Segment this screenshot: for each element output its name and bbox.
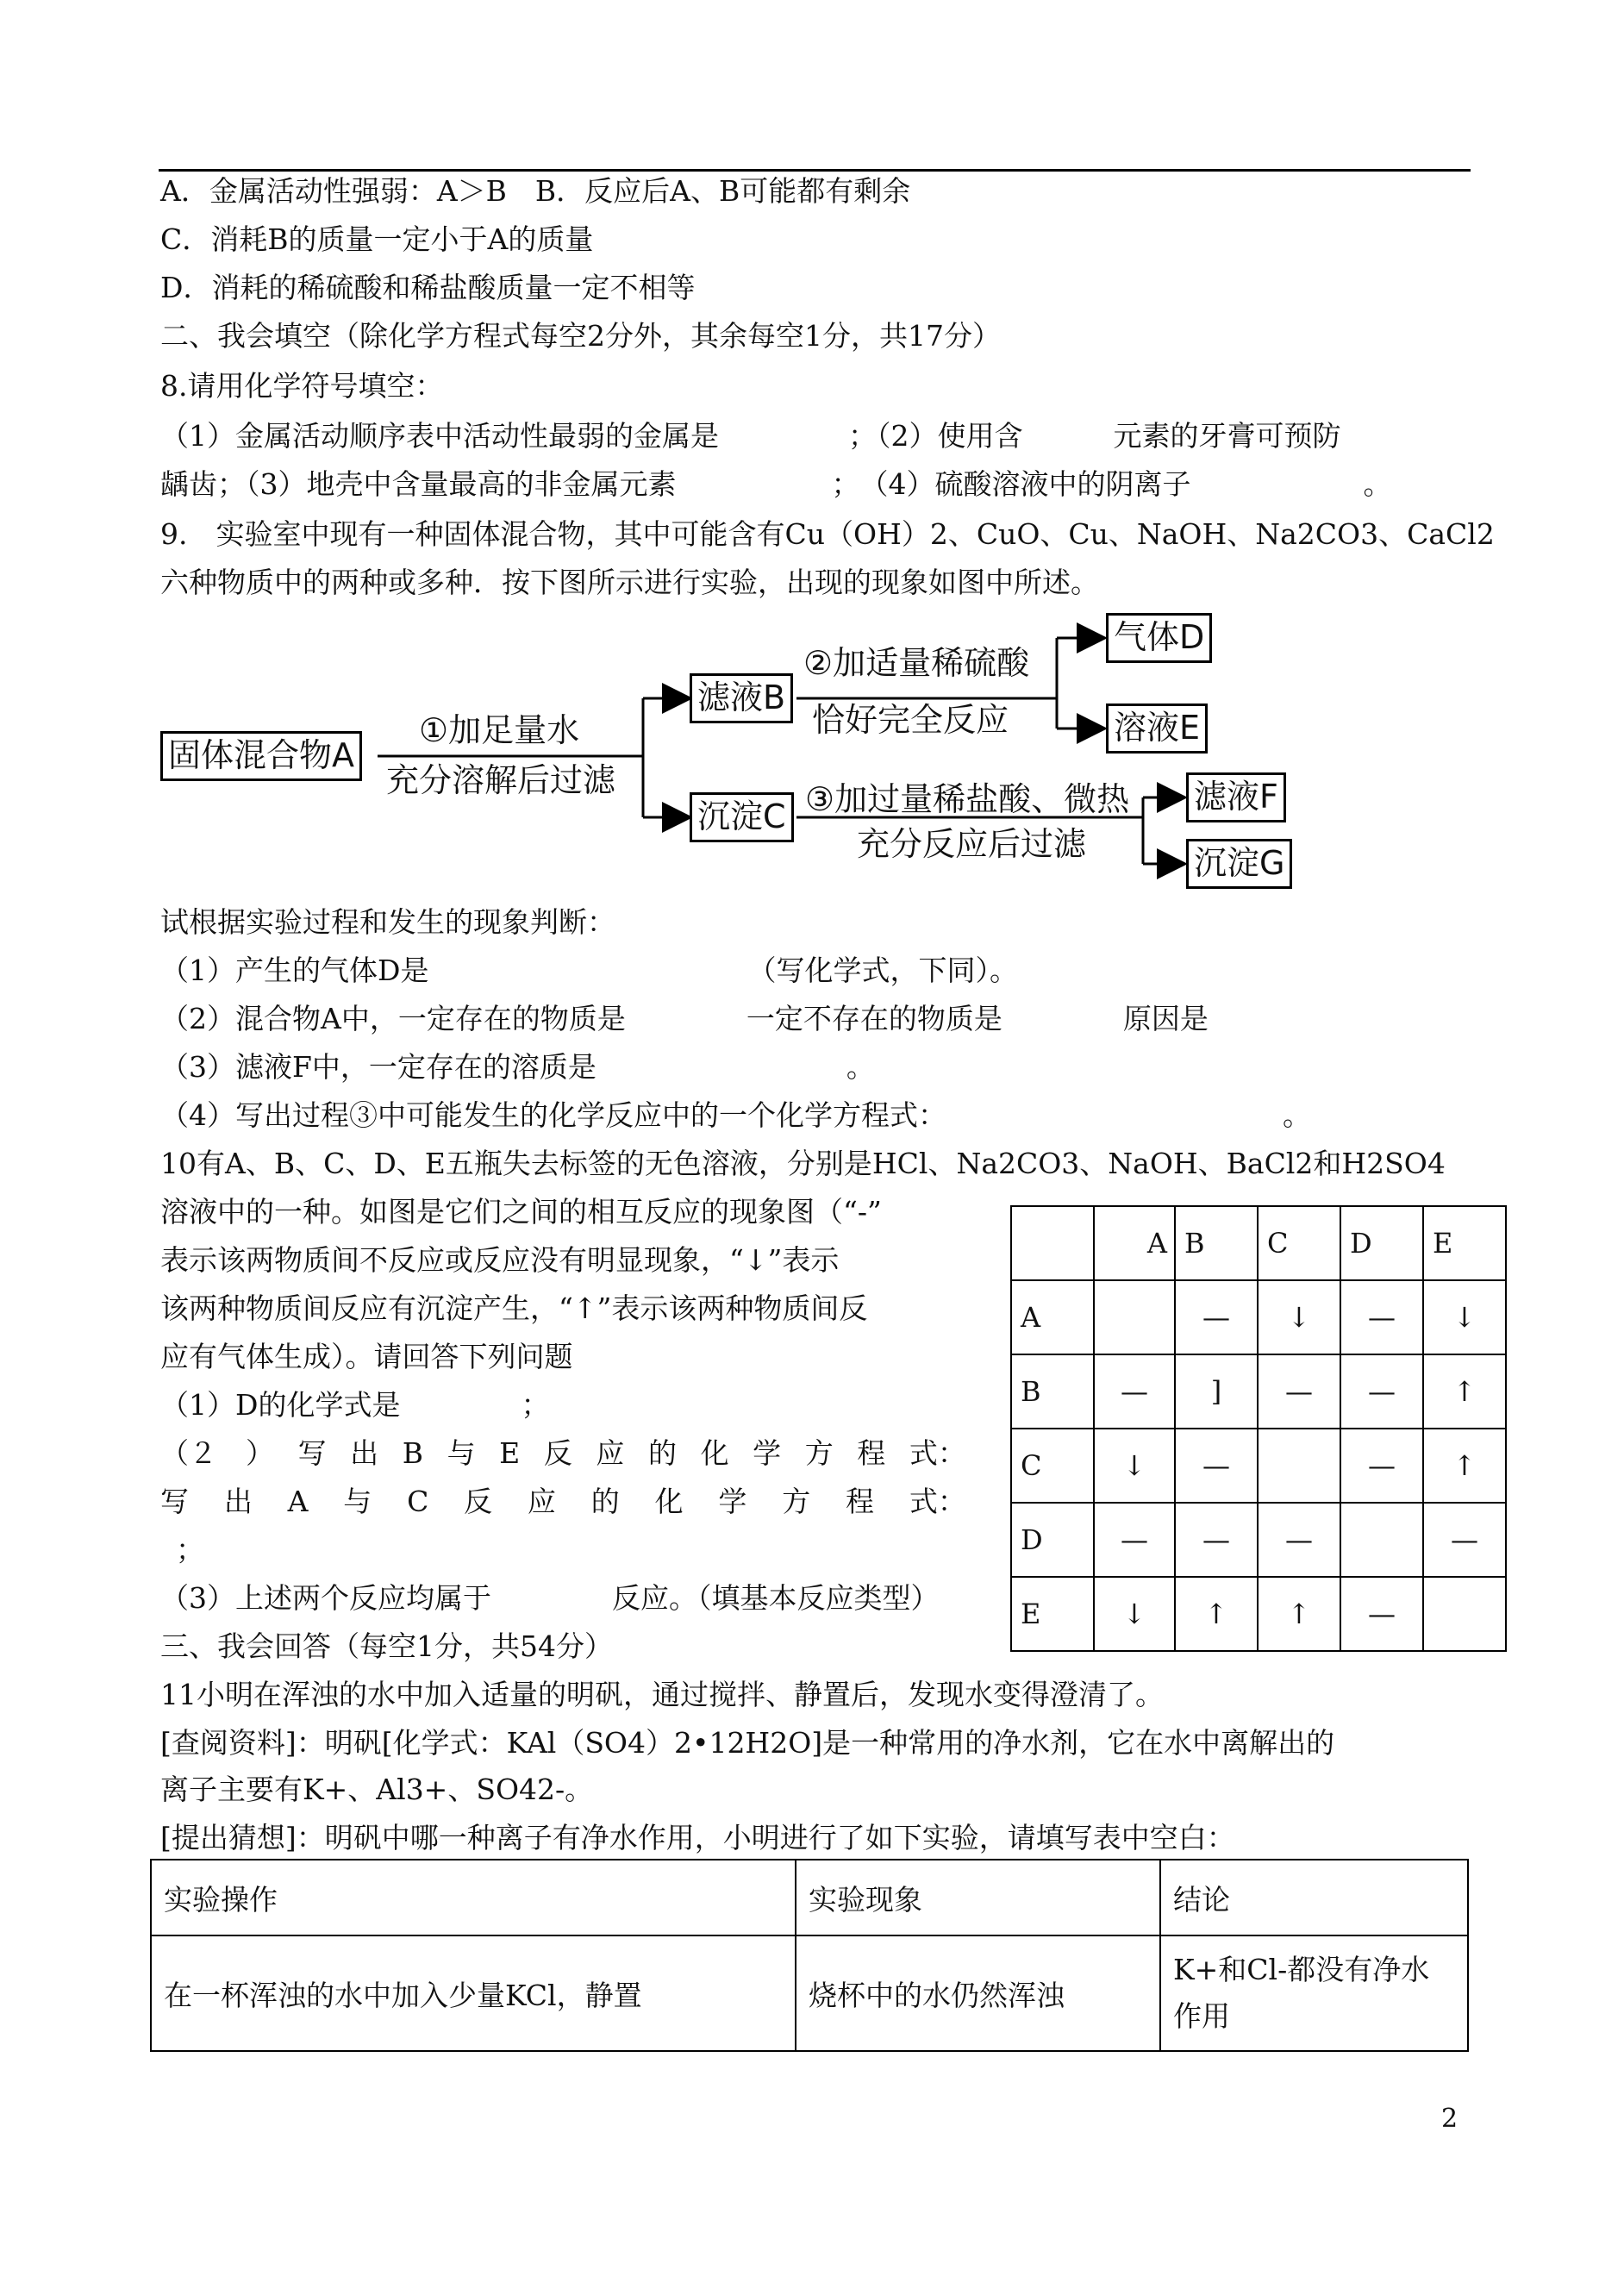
box-precipitate-c: 沉淀C <box>690 792 794 842</box>
grid-cell: ↑ <box>1175 1577 1258 1651</box>
grid-row-e <box>1011 1577 1506 1651</box>
grid-cell: ↑ <box>1258 1577 1340 1651</box>
q10-2c <box>160 1531 204 1569</box>
grid-row-label: D <box>1011 1503 1094 1577</box>
grid-cell: — <box>1258 1503 1340 1577</box>
reaction-grid <box>1010 1205 1507 1652</box>
q10-2-w9: 化 <box>700 1436 729 1470</box>
q8-line-1 <box>160 417 1341 455</box>
q10-3-text-b: 反应。（填基本反应类型） <box>612 1581 940 1615</box>
box-gas-d: 气体D <box>1106 613 1212 663</box>
q8-end-period: 。 <box>1363 467 1392 501</box>
table-cell-phenomenon: 烧杯中的水仍然浑浊 <box>796 1935 1160 2051</box>
q9-3-period: 。 <box>846 1050 875 1084</box>
grid-row-label: B <box>1011 1354 1094 1429</box>
table-cell-operation: 在一杯浑浊的水中加入少量KCl，静置 <box>151 1935 796 2051</box>
q11-reference: [查阅资料]：明矾[化学式：KAl（SO4）2•12H2O]是一种常用的净水剂，它在水中离解出的 <box>160 1726 1335 1760</box>
grid-cell: ↓ <box>1423 1280 1506 1354</box>
step-3-label-top: ③加过量稀盐酸、微热 <box>805 780 1130 818</box>
q7-option-c: C．消耗B的质量一定小于A的质量 <box>160 222 594 256</box>
q10-2b-w2: A <box>287 1485 309 1518</box>
q10-2-w10: 学 <box>753 1436 782 1470</box>
page-number: 2 <box>1441 2104 1458 2134</box>
q10-line-4: 该两种物质间反应有沉淀产生，“↑”表示该两种物质间反 <box>160 1291 868 1325</box>
q10-2b-w8: 化 <box>654 1485 684 1518</box>
q10-2-line <box>160 1435 966 1473</box>
q10-2-w1: 写 <box>297 1436 327 1470</box>
grid-row-a <box>1011 1280 1506 1354</box>
grid-cell <box>1011 1206 1094 1280</box>
box-filtrate-f: 滤液F <box>1186 772 1286 822</box>
q9-4-period: 。 <box>1283 1098 1311 1132</box>
q10-2b-w0: 写 <box>160 1485 189 1518</box>
q11-hypothesis: [提出猜想]：明矾中哪一种离子有净水作用，小明进行了如下实验，请填写表中空白： <box>160 1821 1235 1854</box>
grid-header-c: C <box>1258 1206 1340 1280</box>
q9-2 <box>160 1000 1209 1038</box>
box-solution-e: 溶液E <box>1106 704 1208 754</box>
grid-cell: — <box>1423 1503 1506 1577</box>
step-2-label-top: ②加适量稀硫酸 <box>803 644 1030 682</box>
q10-2b-line <box>160 1483 966 1521</box>
q10-line-2: 溶液中的一种。如图是它们之间的相互反应的现象图（“-” <box>160 1195 882 1229</box>
q9-3 <box>160 1048 875 1086</box>
q9-1-text: （1）产生的气体D是 <box>160 954 429 987</box>
step-1-label-top: ①加足量水 <box>419 711 580 749</box>
q9-2-text-b: 一定不存在的物质是 <box>746 1002 1003 1035</box>
q10-2b-w3: 与 <box>343 1485 372 1518</box>
grid-cell: — <box>1175 1503 1258 1577</box>
grid-cell: ↑ <box>1423 1429 1506 1503</box>
q9-3-text: （3）滤液F中，一定存在的溶质是 <box>160 1050 597 1084</box>
q9-4 <box>160 1097 1311 1135</box>
table-header-operation: 实验操作 <box>151 1860 796 1935</box>
grid-cell <box>1340 1503 1423 1577</box>
q10-2b-w9: 学 <box>718 1485 747 1518</box>
q10-2-w5: E <box>499 1436 521 1470</box>
q9-intro: 9. 实验室中现有一种固体混合物，其中可能含有Cu（OH）2、CuO、Cu、NaOH、Na2CO3、CaCl2 <box>160 517 1495 551</box>
grid-cell: — <box>1340 1577 1423 1651</box>
grid-header-e: E <box>1423 1206 1506 1280</box>
grid-cell: — <box>1175 1429 1258 1503</box>
grid-cell: — <box>1340 1354 1423 1429</box>
experiment-table <box>150 1859 1469 2052</box>
q11-reference-2: 离子主要有K+、Al3+、SO42-。 <box>160 1773 594 1806</box>
q10-3-text: （3）上述两个反应均属于 <box>160 1581 491 1615</box>
q10-2-w11: 方 <box>804 1436 834 1470</box>
q8-part-3: 龋齿；（3）地壳中含量最高的非金属元素 <box>160 467 677 501</box>
grid-cell <box>1258 1429 1340 1503</box>
table-header-row <box>151 1860 1468 1935</box>
q7-option-ab: A．金属活动性强弱：A＞B B．反应后A、B可能都有剩余 <box>160 174 911 208</box>
q10-2-w8: 的 <box>647 1436 677 1470</box>
grid-cell: ↑ <box>1423 1354 1506 1429</box>
grid-header-b: B <box>1175 1206 1258 1280</box>
q10-2b-w11: 程 <box>846 1485 875 1518</box>
q9-2-text: （2）混合物A中，一定存在的物质是 <box>160 1002 626 1035</box>
table-header-conclusion: 结论 <box>1160 1860 1468 1935</box>
q9-1 <box>160 952 1018 990</box>
q10-2-w4: 与 <box>447 1436 476 1470</box>
section-3-heading: 三、我会回答（每空1分，共54分） <box>160 1629 613 1663</box>
grid-cell: ↓ <box>1258 1280 1340 1354</box>
step-3-label-bottom: 充分反应后过滤 <box>857 825 1087 863</box>
q7-option-d: D．消耗的稀硫酸和稀盐酸质量一定不相等 <box>160 271 696 304</box>
q10-2b-w6: 应 <box>527 1485 556 1518</box>
q8-line-2 <box>160 466 1392 503</box>
step-2-label-bottom: 恰好完全反应 <box>812 701 1009 739</box>
grid-cell: ] <box>1175 1354 1258 1429</box>
q10-line-3: 表示该两物质间不反应或反应没有明显现象，“↓”表示 <box>160 1243 840 1277</box>
q9-1-note: （写化学式，下同）。 <box>747 954 1018 987</box>
q9-intro-2: 六种物质中的两种或多种．按下图所示进行实验，出现的现象如图中所述。 <box>160 566 1099 599</box>
q8-part-1: （1）金属活动顺序表中活动性最弱的金属是 <box>160 419 719 453</box>
table-row <box>151 1935 1468 2051</box>
q9-judge: 试根据实验过程和发生的现象判断： <box>160 905 615 939</box>
step-1-label-bottom: 充分溶解后过滤 <box>386 761 616 799</box>
q8-part-2: ；（2）使用含 <box>848 419 1023 453</box>
section-2-heading: 二、我会填空（除化学方程式每空2分外，其余每空1分，共17分） <box>160 319 1001 353</box>
grid-cell: — <box>1340 1429 1423 1503</box>
q10-2b-w4: C <box>407 1485 429 1518</box>
q10-2b-w5: 反 <box>464 1485 493 1518</box>
grid-cell: — <box>1258 1354 1340 1429</box>
q9-2-text-c: 原因是 <box>1122 1002 1209 1035</box>
grid-cell: — <box>1175 1280 1258 1354</box>
q8-part-2b: 元素的牙膏可预防 <box>1113 419 1341 453</box>
q10-line-5: 应有气体生成）。请回答下列问题 <box>160 1340 573 1373</box>
grid-cell <box>1094 1280 1175 1354</box>
q10-2b-w10: 方 <box>782 1485 811 1518</box>
grid-cell: ↓ <box>1094 1577 1175 1651</box>
q8-intro: 8.请用化学符号填空： <box>160 369 444 403</box>
grid-cell: — <box>1094 1354 1175 1429</box>
experiment-flowchart <box>160 618 1307 892</box>
box-precipitate-g: 沉淀G <box>1186 839 1292 889</box>
q9-4-text: （4）写出过程③中可能发生的化学反应中的一个化学方程式： <box>160 1098 946 1132</box>
grid-cell: ↓ <box>1094 1429 1175 1503</box>
q10-2-w3: B <box>402 1436 423 1470</box>
q11-intro: 11小明在浑浊的水中加入适量的明矾，通过搅拌、静置后，发现水变得澄清了。 <box>160 1678 1164 1711</box>
grid-row-label: E <box>1011 1577 1094 1651</box>
q10-2-w6: 反 <box>543 1436 572 1470</box>
grid-row-b <box>1011 1354 1506 1429</box>
q8-part-4: ； （4）硫酸溶液中的阴离子 <box>831 467 1191 501</box>
q10-1-text: （1）D的化学式是 <box>160 1388 401 1422</box>
q10-intro: 10有A、B、C、D、E五瓶失去标签的无色溶液，分别是HCl、Na2CO3、NaOH、BaCl2和H2SO4 <box>160 1147 1446 1180</box>
q10-2c-semicolon: ； <box>176 1533 204 1566</box>
grid-header-row <box>1011 1206 1506 1280</box>
q10-2-w13: 式： <box>909 1436 966 1470</box>
grid-row-c <box>1011 1429 1506 1503</box>
q10-2-w0: （２ ） <box>160 1436 274 1470</box>
grid-row-label: C <box>1011 1429 1094 1503</box>
q10-1 <box>160 1386 549 1424</box>
q10-2-w2: 出 <box>350 1436 379 1470</box>
grid-row-label: A <box>1011 1280 1094 1354</box>
q10-2-w7: 应 <box>596 1436 625 1470</box>
q10-2b-w12: 式： <box>909 1485 966 1518</box>
box-solid-mixture-a: 固体混合物A <box>160 731 362 781</box>
grid-cell: — <box>1340 1280 1423 1354</box>
q10-2b-w1: 出 <box>223 1485 253 1518</box>
table-header-phenomenon: 实验现象 <box>796 1860 1160 1935</box>
grid-cell: — <box>1094 1503 1175 1577</box>
q10-3 <box>160 1579 940 1617</box>
q10-2-w12: 程 <box>857 1436 886 1470</box>
grid-cell <box>1423 1577 1506 1651</box>
grid-header-d: D <box>1340 1206 1423 1280</box>
table-cell-conclusion: K+和Cl-都没有净水作用 <box>1160 1935 1468 2051</box>
box-filtrate-b: 滤液B <box>690 673 793 723</box>
q10-1-semicolon: ； <box>521 1388 550 1422</box>
q10-2b-w7: 的 <box>590 1485 620 1518</box>
grid-header-a: A <box>1094 1206 1175 1280</box>
grid-row-d <box>1011 1503 1506 1577</box>
header-rule <box>159 169 1471 172</box>
